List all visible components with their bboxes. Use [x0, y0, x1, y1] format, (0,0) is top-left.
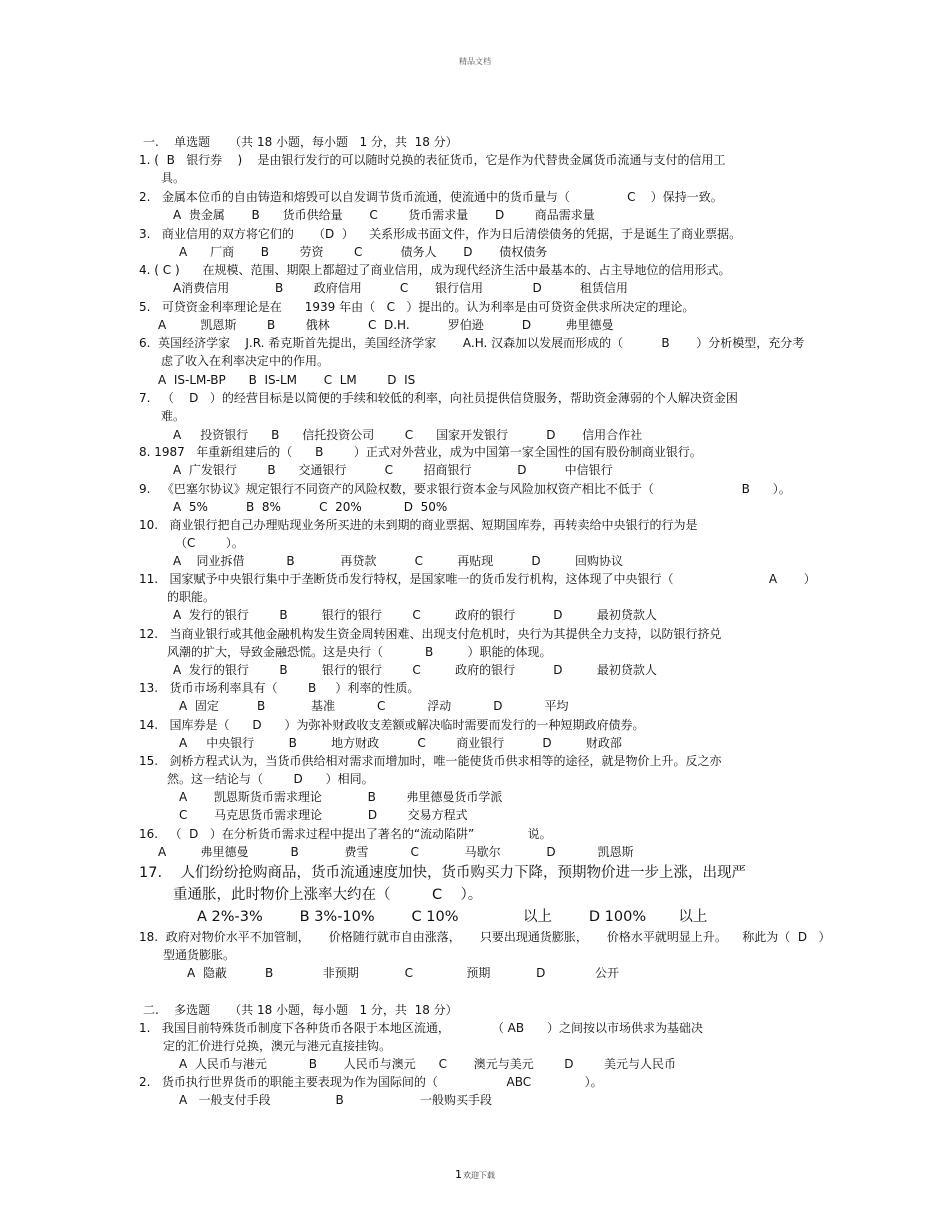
text-line: A消费信用 B 政府信用 C 银行信用 D 租赁信用: [173, 281, 628, 295]
text-line: A IS-LM-BP B IS-LM C LM D IS: [158, 373, 416, 387]
text-line: 虑了收入在利率决定中的作用。: [161, 354, 330, 368]
text-line: 18. 政府对物价水平不加管制， 价格随行就市自由涨落， 只要出现通货膨胀， 价格水平就明显上升。 称此为（ D ）: [139, 930, 831, 944]
text-line: 4. ( C ) 在规模、范围、期限上都超过了商业信用，成为现代经济生活中最基本的、占主导地位的信用形式。: [139, 263, 731, 277]
text-line: 6. 英国经济学家 J.R. 希克斯首先提出，美国经济学家 A.H. 汉森加以发展而形成的（ B ）分析模型，充分考: [139, 336, 805, 350]
text-line: A 2%-3% B 3%-10% C 10% 以上 D 100% 以上: [197, 909, 708, 925]
text-line: 难。: [161, 409, 186, 423]
text-line: C 马克思货币需求理论 D 交易方程式: [179, 808, 468, 822]
text-line: A 5% B 8% C 20% D 50%: [173, 500, 448, 514]
text-line: 16. （ D ）在分析货币需求过程中提出了著名的“流动陷阱” 说。: [139, 827, 552, 841]
page-header: 精品文档: [459, 57, 491, 66]
text-line: 15. 剑桥方程式认为，当货币供给相对需求而增加时，唯一能使货币供求相等的途径，就是物价上升。反之亦: [139, 754, 722, 768]
text-line: A 隐蔽 B 非预期 C 预期 D 公开: [187, 966, 619, 980]
text-line: 然。这一结论与（ D ）相同。: [167, 772, 374, 786]
text-line: A 同业拆借 B 再贷款 C 再贴现 D 回购协议: [173, 554, 624, 568]
text-line: 17. 人们纷纷抢购商品，货币流通速度加快，货币购买力下降，预期物价进一步上涨，出现严: [139, 865, 746, 881]
text-line: 3. 商业信用的双方将它们的 （D ） 关系形成书面文件，作为日后清偿债务的凭据，于是诞生了商业票据。: [139, 227, 742, 241]
text-line: 风潮的扩大，导致金融恐慌。这是央行（ B ）职能的体现。: [167, 645, 552, 659]
text-line: A 投资银行 B 信托投资公司 C 国家开发银行 D 信用合作社: [173, 428, 643, 442]
text-line: A 贵金属 B 货币供给量 C 货币需求量 D 商品需求量: [173, 208, 595, 222]
text-line: 型通货膨胀。: [163, 948, 236, 962]
text-line: A 凯恩斯货币需求理论 B 弗里德曼货币学派: [179, 790, 503, 804]
text-line: A 中央银行 B 地方财政 C 商业银行 D 财政部: [179, 736, 622, 750]
text-line: 2. 金属本位币的自由铸造和熔毁可以自发调节货币流通，使流通中的货币量与（ C ）保持一致。: [139, 190, 723, 204]
text-line: 9. 《巴塞尔协议》规定银行不同资产的风险权数，要求银行资本金与风险加权资产相比不低于（ B ）。: [139, 482, 791, 496]
text-line: 1. 我国目前特殊货币制度下各种货币各限于本地区流通， （ AB ）之间按以市场供求为基础决: [139, 1021, 703, 1035]
text-line: A 固定 B 基准 C 浮动 D 平均: [179, 699, 569, 713]
text-line: 11. 国家赋予中央银行集中于垄断货币发行特权，是国家唯一的货币发行机构，这体现了中央银行（ A ）: [139, 572, 816, 586]
text-line: 10. 商业银行把自己办理贴现业务所买进的未到期的商业票据、短期国库券，再转卖给中央银行的行为是: [139, 518, 698, 532]
text-line: 13. 货币市场利率具有（ B ）利率的性质。: [139, 681, 420, 695]
text-line: A 人民币与港元 B 人民币与澳元 C 澳元与美元 D 美元与人民币: [179, 1057, 676, 1071]
text-line: A 发行的银行 B 银行的银行 C 政府的银行 D 最初贷款人: [173, 608, 657, 622]
page-number: 1: [455, 1168, 462, 1181]
text-line: 7. （ D ）的经营目标是以简便的手续和较低的利率，向社员提供信贷服务，帮助资金薄弱的个人解决资金困: [139, 391, 738, 405]
text-line: 一. 单选题 （共 18 小题，每小题 1 分，共 18 分）: [143, 135, 458, 149]
text-line: 二. 多选题 （共 18 小题，每小题 1 分，共 18 分）: [143, 1003, 458, 1017]
text-line: 14. 国库券是（ D ）为弥补财政收支差额或解决临时需要而发行的一种短期政府债券。: [139, 718, 645, 732]
text-line: 8. 1987 年重新组建后的（ B ）正式对外营业，成为中国第一家全国性的国有股份制商业银行。: [139, 445, 702, 459]
page-footer: [0, 1168, 950, 1181]
text-line: 12. 当商业银行或其他金融机构发生资金周转困难、出现支付危机时，央行为其提供全力支持，以防银行挤兑: [139, 627, 722, 641]
text-line: 重通胀，此时物价上涨率大约在（ C ）。: [173, 887, 483, 903]
text-line: 1. ( B 银行券 ) 是由银行发行的可以随时兑换的表征货币，它是作为代替贵金属货币流通与支付的信用工: [139, 153, 726, 167]
text-line: A 发行的银行 B 银行的银行 C 政府的银行 D 最初贷款人: [173, 663, 657, 677]
text-line: 2. 货币执行世界货币的职能主要表现为作为国际间的（ ABC ）。: [139, 1075, 603, 1089]
text-line: A 厂商 B 劳资 C 债务人 D 债权债务: [179, 245, 548, 259]
text-line: A 广发银行 B 交通银行 C 招商银行 D 中信银行: [173, 463, 613, 477]
text-line: 5. 可贷资金利率理论是在 1939 年由（ C ）提出的。认为利率是由可贷资金供求所决定的理论。: [139, 300, 695, 314]
text-line: A 凯恩斯 B 俄林 C D.H. 罗伯逊 D 弗里德曼: [158, 318, 614, 332]
text-line: A 一般支付手段 B 一般购买手段: [179, 1093, 493, 1107]
text-line: A 弗里德曼 B 费雪 C 马歇尔 D 凯恩斯: [158, 845, 634, 859]
text-line: 定的汇价进行兑换，澳元与港元直接挂钩。: [163, 1039, 392, 1053]
text-line: 的职能。: [167, 590, 216, 604]
footer-text: 欢迎下载: [463, 1171, 495, 1180]
text-line: 具。: [161, 171, 186, 185]
text-line: （C ）。: [175, 536, 244, 550]
